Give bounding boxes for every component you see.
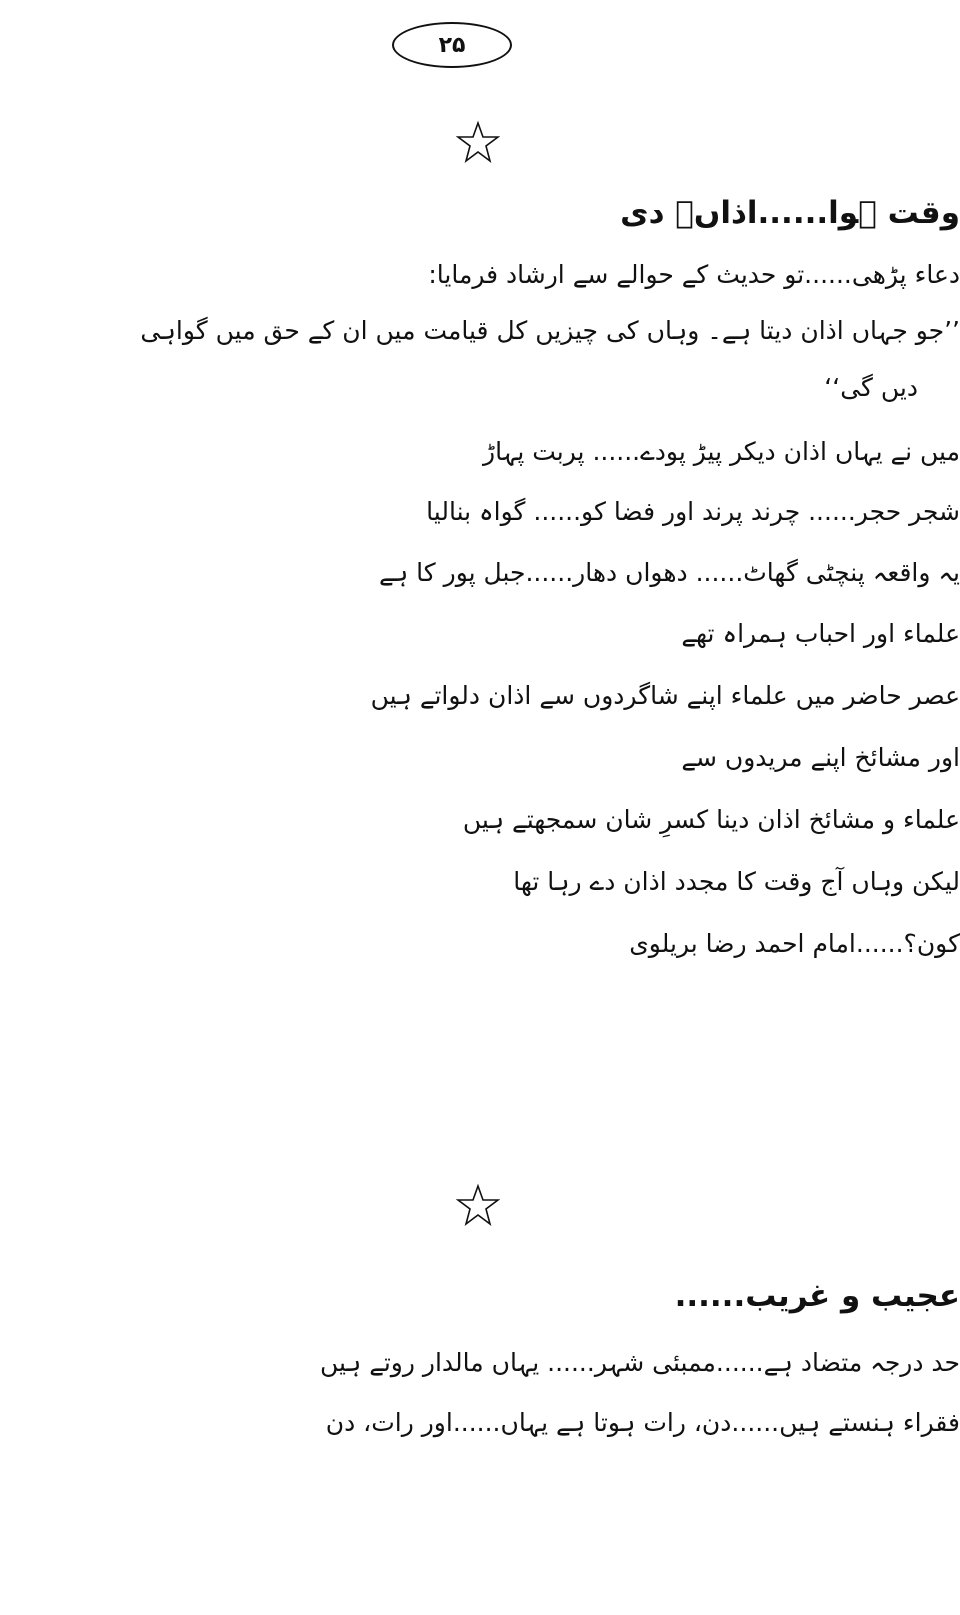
body-line: عصر حاضر میں علماء اپنے شاگردوں سے اذان دلواتے ہیں <box>370 681 960 710</box>
body-line: ’’جو جہاں اذان دیتا ہے۔ وہاں کی چیزیں کل قیامت میں ان کے حق میں گواہی <box>140 316 960 345</box>
body-line: اور مشائخ اپنے مریدوں سے <box>681 743 960 772</box>
page-number: ۲۵ <box>392 22 512 68</box>
star-divider-icon <box>456 1183 500 1227</box>
body-line: لیکن وہاں آج وقت کا مجدد اذان دے رہا تھا <box>513 867 960 896</box>
body-line: علماء اور احباب ہمراہ تھے <box>681 619 960 648</box>
body-line: دعاء پڑھی......تو حدیث کے حوالے سے ارشاد فرمایا: <box>428 260 960 289</box>
section-heading: عجیب و غریب...... <box>674 1278 960 1314</box>
body-line: فقراء ہنستے ہیں......دن، رات ہوتا ہے یہاں......اور رات، دن <box>325 1408 960 1437</box>
body-line: دیں گی‘‘ <box>824 373 918 402</box>
star-divider-icon <box>456 120 500 164</box>
section-heading: وقت ہوا......اذاںؔ دی <box>620 195 960 231</box>
body-line: علماء و مشائخ اذان دینا کسرِ شان سمجھتے ہیں <box>462 805 960 834</box>
body-line: کون؟......امام احمد رضا بریلوی <box>629 929 960 958</box>
body-line: میں نے یہاں اذان دیکر پیڑ پودے...... پربت پہاڑ <box>483 437 960 466</box>
body-line: یہ واقعہ پنچٹی گھاٹ...... دھواں دھار......جبل پور کا ہے <box>378 558 960 587</box>
body-line: حد درجہ متضاد ہے......ممبئی شہر...... یہاں مالدار روتے ہیں <box>320 1348 960 1377</box>
body-line: شجر حجر...... چرند پرند اور فضا کو...... گواہ بنالیا <box>426 497 960 526</box>
